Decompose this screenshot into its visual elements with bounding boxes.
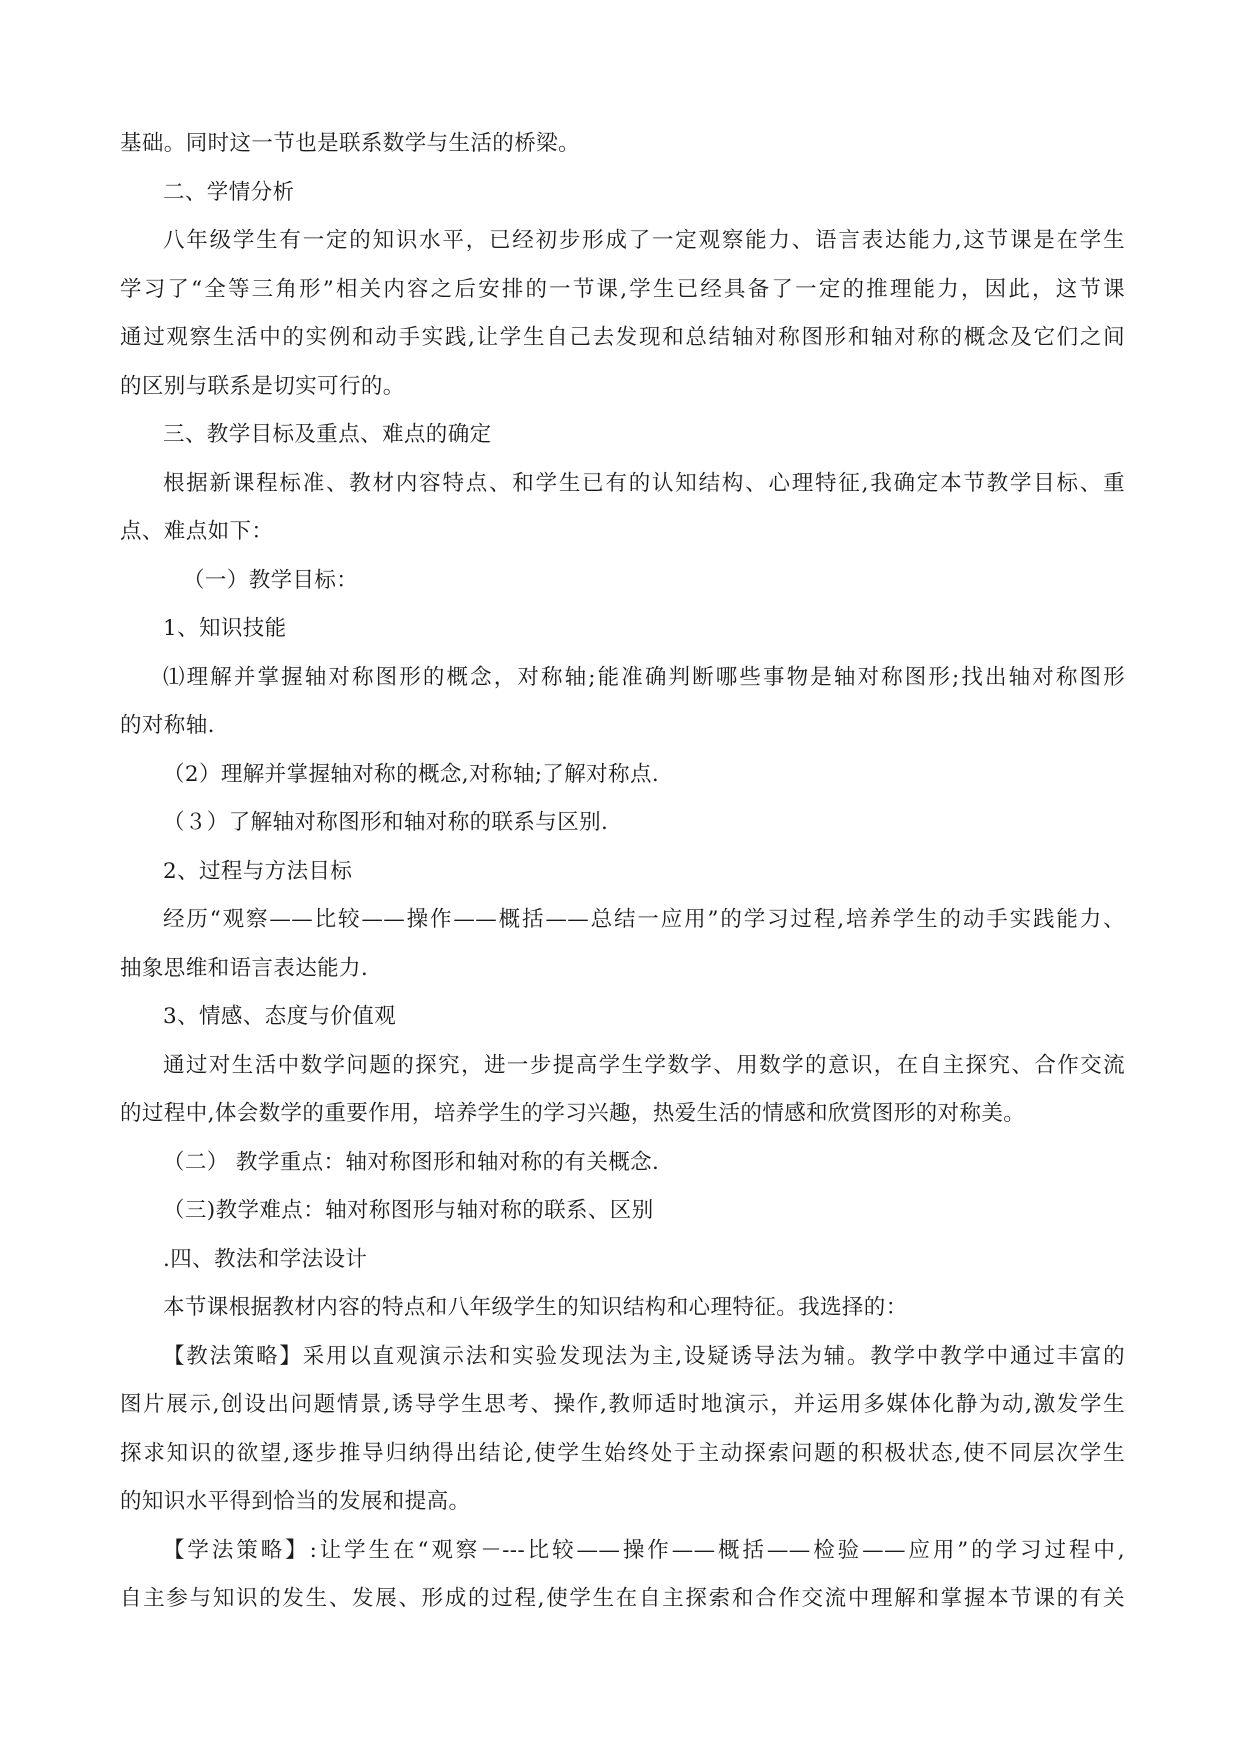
subsection-heading-key-points: （二） 教学重点：轴对称图形和轴对称的有关概念.: [163, 1149, 660, 1175]
item-heading-knowledge-skills: 1、知识技能: [163, 616, 287, 641]
paragraph-line: 八年级学生有一定的知识水平，已经初步形成了一定观察能力、语言表达能力,这节课是在学生: [163, 228, 1125, 253]
paragraph-line: 根据新课程标准、教材内容特点、和学生已有的认知结构、心理特征,我确定本节教学目标、重: [163, 470, 1125, 496]
paragraph-line: 点、难点如下：: [120, 519, 274, 544]
section-heading-method-design: .四、教法和学法设计: [163, 1246, 368, 1272]
section-heading-objectives: 三、教学目标及重点、难点的确定: [163, 422, 492, 447]
paragraph-line: 通过观察生活中的实例和动手实践,让学生自己去发现和总结轴对称图形和轴对称的概念及它们之间: [120, 325, 1125, 350]
paragraph-line: 的区别与联系是切实可行的。: [120, 373, 405, 399]
section-heading-learner-analysis: 二、学情分析: [163, 179, 295, 205]
paragraph-line: 图片展示,创设出问题情景,诱导学生思考、操作,教师适时地演示，并运用多媒体化静为动,激发学生: [120, 1392, 1125, 1417]
list-item: （2）理解并掌握轴对称的概念,对称轴;了解对称点.: [163, 761, 660, 787]
subsection-heading-difficulties: （三)教学难点：轴对称图形与轴对称的联系、区别: [163, 1198, 654, 1223]
paragraph-line: 通过对生活中数学问题的探究，进一步提高学生学数学、用数学的意识，在自主探究、合作交流: [163, 1052, 1125, 1078]
subsection-heading-teaching-goals: （一）教学目标：: [183, 567, 359, 593]
paragraph-line: 自主参与知识的发生、发展、形成的过程,使学生在自主探索和合作交流中理解和掌握本节课的有关: [120, 1586, 1125, 1611]
paragraph-line: 经历“观察——比较——操作——概括——总结一应用”的学习过程,培养学生的动手实践能力、: [163, 907, 1125, 932]
item-heading-process-methods: 2、过程与方法目标: [163, 858, 353, 884]
paragraph-line: 的过程中,体会数学的重要作用，培养学生的学习兴趣，热爱生活的情感和欣赏图形的对称美。: [120, 1101, 1026, 1126]
item-heading-emotion-values: 3、情感、态度与价值观: [163, 1004, 397, 1029]
list-item: （３）了解轴对称图形和轴对称的联系与区别.: [163, 810, 609, 835]
paragraph-line: 的对称轴.: [120, 713, 215, 738]
list-item: ⑴理解并掌握轴对称图形的概念，对称轴;能准确判断哪些事物是轴对称图形;找出轴对称图形: [163, 664, 1125, 690]
document-body: [120, 120, 1125, 1624]
paragraph-line: 【教法策略】采用以直观演示法和实验发现法为主,设疑诱导法为辅。教学中教学中通过丰富的: [163, 1343, 1125, 1369]
paragraph-line: 的知识水平得到恰当的发展和提高。: [120, 1489, 471, 1514]
paragraph-line: 抽象思维和语言表达能力.: [120, 955, 369, 981]
paragraph-line: 学习了“全等三角形”相关内容之后安排的一节课,学生已经具备了一定的推理能力，因此，这节课: [120, 276, 1125, 302]
paragraph-line: 【学法策略】:让学生在“观察－---比较——操作——概括——检验——应用”的学习过程中,: [163, 1537, 1125, 1563]
paragraph-line: 探求知识的欲望,逐步推导归纳得出结论,使学生始终处于主动探索问题的积极状态,使不同层次学生: [120, 1440, 1125, 1466]
paragraph-line: 本节课根据教材内容的特点和八年级学生的知识结构和心理特征。我选择的：: [163, 1295, 908, 1320]
paragraph-line: 基础。同时这一节也是联系数学与生活的桥梁。: [120, 131, 580, 156]
